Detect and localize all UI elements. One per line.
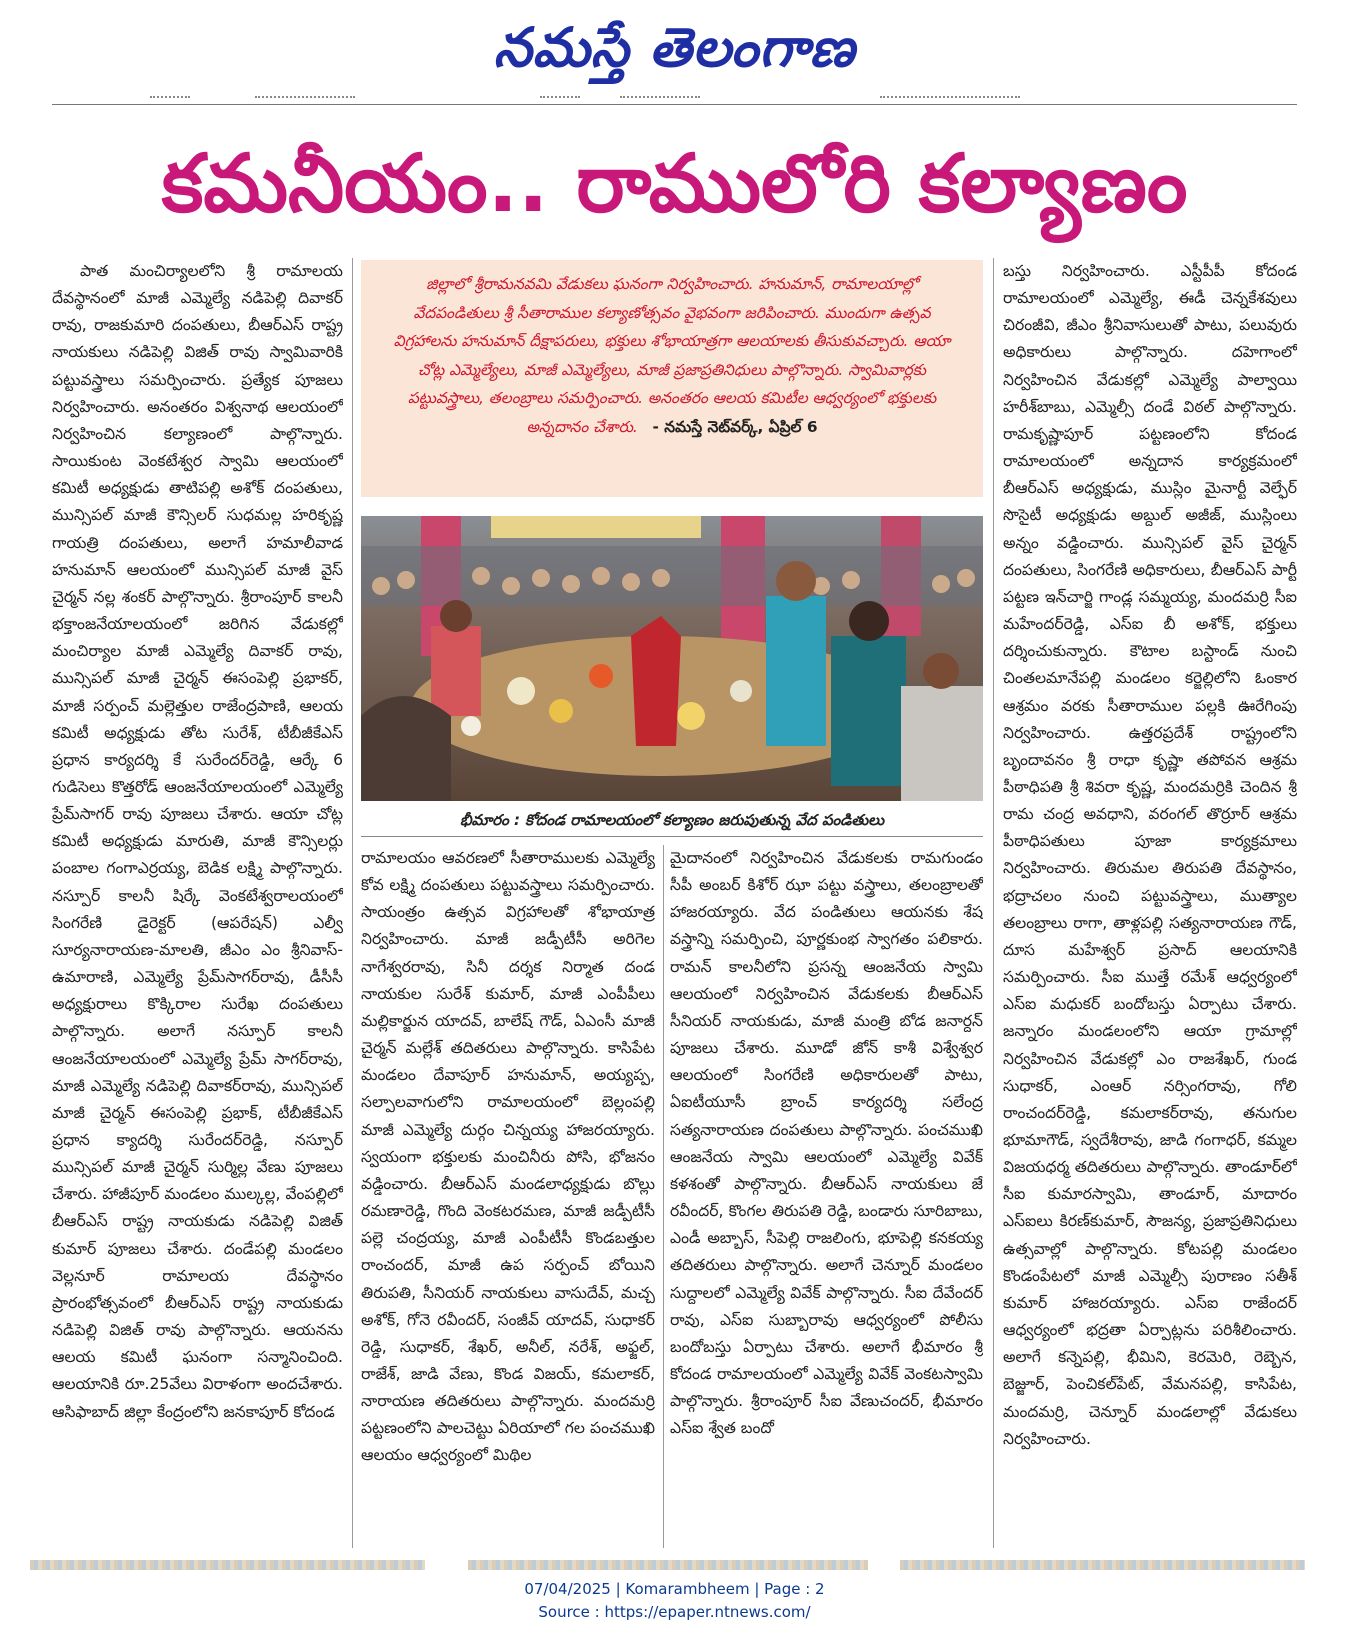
temple-ceremony-photo bbox=[361, 516, 983, 801]
caption-divider bbox=[361, 836, 983, 837]
article-headline bbox=[0, 126, 1349, 242]
adjacent-page-strip bbox=[30, 1560, 425, 1570]
adjacent-page-strip bbox=[468, 1560, 868, 1570]
highlight-body: జిల్లాలో శ్రీరామనవమి వేడుకలు ఘనంగా నిర్వహించారు. హనుమాన్, రామాలయాల్లో వేదపండితులు శ్రీ సీతారాముల కల్యాణోత్సవం వైభవంగా జరిపించారు. ముందుగా ఉత్సవ విగ్రహాలను హనుమాన్ దీక్షాపరులు, భక్తులు శోభాయాత్రగా ఆలయాలకు తీసుకువచ్చారు. ఆయా చోట్ల ఎమ్మెల్యేలు, మాజీ ఎమ్మెల్యేలు, మాజీ ప్రజాప్రతినిధులు పాల్గొన్నారు. స్వామివార్లకు పట్టువస్త్రాలు, తలంబ్రాలు సమర్పించారు. అనంతరం ఆలయ కమిటీల ఆధ్వర్యంలో భక్తులకు అన్నదానం చేశారు. bbox=[393, 275, 951, 436]
highlight-box bbox=[361, 260, 983, 497]
column-divider bbox=[993, 258, 994, 1548]
highlight-byline: - నమస్తే నెట్‌వర్క్, ఏప్రిల్ 6 bbox=[652, 417, 818, 436]
column-divider bbox=[663, 845, 664, 1548]
adjacent-page-strip bbox=[900, 1560, 1305, 1570]
column-divider bbox=[352, 258, 353, 1548]
column-4-text: బస్తు నిర్వహించారు. ఎస్టీపీపీ కోదండ రామాలయంలో ఎమ్మెల్యే, ఈడీ చెన్నకేశవులు చిరంజీవి, జీఎం శ్రీనివాసులుతో పాటు, పలువురు అధికారులు పాల్గొన్నారు. దహెగాంలో నిర్వహించిన వేడుకల్లో ఎమ్మెల్యే పాల్వాయి హరీశ్‌బాబు, ఎమ్మెల్సీ దండే విఠల్ పాల్గొన్నారు. రామకృష్ణాపూర్ పట్టణంలోని కోదండ రామాలయంలో అన్నదాన కార్యక్రమంలో బీఆర్‌ఎస్ అధ్యక్షుడు, ముస్లిం మైనార్టీ వెల్ఫేర్ సొసైటీ అధ్యక్షుడు అబ్దుల్ అజీజ్, ముస్లింలు అన్నం వడ్డించారు. మున్సిపల్ వైస్ చైర్మన్ దంపతులు, సింగరేణి అధికారులు, బీఆర్‌ఎస్ పార్టీ పట్టణ ఇన్‌చార్జి గాండ్ల సమ్మయ్య, మందమర్రి సీఐ మహేందర్‌రెడ్డి, ఎస్ఐ బీ అశోక్, భక్తులు దర్శించుకున్నారు. కౌటాల బస్టాండ్ నుంచి చింతలమానేపల్లి మండలం కర్జెల్లిలోని ఓంకార ఆశ్రమం వరకు సీతారాముల పల్లకి ఊరేగింపు నిర్వహించారు. ఉత్తరప్రదేశ్ రాష్ట్రంలోని బృందావనం శ్రీ రాధా కృష్ణా తపోవన ఆశ్రమ పీఠాధిపతి శ్రీ శివరా కృష్ణ, మందమర్రికి చెందిన శ్రీ రామ చంద్ర అవధాని, వరంగల్ తొర్రూర్ ఆశ్రమ పీఠాధిపతులు పూజా కార్యక్రమాలు నిర్వహించారు. తిరుమల తిరుపతి దేవస్థానం, భద్రాచలం నుంచి పట్టువస్త్రాలు, ముత్యాల తలంబ్రాలు రాగా, తాళ్లపల్లి సత్యనారాయణ గౌడ్, దూస మహేశ్వర్ ప్రసాద్ ఆలయానికి సమర్పించారు. సీఐ ముత్తే రమేశ్ ఆధ్వర్యంలో ఎస్ఐ మధుకర్ బందోబస్తు ఏర్పాటు చేశారు. జన్నారం మండలంలోని ఆయా గ్రామాల్లో నిర్వహించిన వేడుకల్లో ఎం రాజశేఖర్, గుండ సుధాకర్, ఎంఆర్ నర్సింగరావు, గోలి రాంచందర్‌రెడ్డి, కమలాకర్‌రావు, తనుగుల భూమాగౌడ్, స్వదేశీరావు, జాడి గంగాధర్, కమ్మల విజయధర్మ తదితరులు పాల్గొన్నారు. తాండూర్‌లో సీఐ కుమారస్వామి, తాండూర్, మాదారం ఎస్ఐలు కిరణ్‌కుమార్, సౌజన్య, ప్రజాప్రతినిధులు ఉత్సవాల్లో పాల్గొన్నారు. కోటపల్లి మండలం కొండంపేటలో మాజీ ఎమ్మెల్సీ పురాణం సతీశ్ కుమార్ హాజరయ్యారు. ఎస్ఐ రాజేందర్ ఆధ్వర్యంలో భద్రతా ఏర్పాట్లను పరిశీలించారు. అలాగే కన్నెపల్లి, భీమిని, కెరమెరి, రెబ్బెన, బెజ్జూర్, పెంచికల్‌పేట్, వేమనపల్లి, కాసిపేట, మందమర్రి, చెన్నూర్ మండలాల్లో వేడుకలు నిర్వహించారు. bbox=[1003, 262, 1297, 1448]
clipped-text-stub bbox=[880, 96, 1020, 104]
column-1-text: పాత మంచిర్యాలలోని శ్రీ రామాలయ దేవస్థానంలో మాజీ ఎమ్మెల్యే నడిపెల్లి దివాకర్ రావు, రాజకుమారి దంపతులు, బీఆర్‌ఎస్ రాష్ట్ర నాయకులు నడిపెల్లి విజిత్ రావు స్వామివారికి పట్టువస్త్రాలు సమర్పించారు. ప్రత్యేక పూజలు నిర్వహించారు. అనంతరం విశ్వనాథ ఆలయంలో నిర్వహించిన కల్యాణంలో పాల్గొన్నారు. సాయికుంట వెంకటేశ్వర స్వామి ఆలయంలో కమిటీ అధ్యక్షుడు తాటిపల్లి అశోక్ దంపతులు, మున్సిపల్ మాజీ కౌన్సిలర్ సుధమల్ల హరికృష్ణ గాయత్రి దంపతులు, అలాగే హమాలీవాడ హనుమాన్ ఆలయంలో మున్సిపల్ మాజీ వైస్ చైర్మన్ నల్ల శంకర్ పాల్గొన్నారు. శ్రీరాంపూర్ కాలనీ భక్తాంజనేయాలయంలో జరిగిన వేడుకల్లో మంచిర్యాల మాజీ ఎమ్మెల్యే దివాకర్ రావు, మున్సిపల్ మాజీ చైర్మన్ ఈసంపెల్లి ప్రభాకర్, మాజీ సర్పంచ్ మల్లెత్తుల రాజేంద్రపాణి, ఆలయ కమిటీ అధ్యక్షుడు తోట సురేశ్, టీబీజీకేఎస్ ప్రధాన కార్యదర్శి కే సురేందర్‌రెడ్డి, ఆర్కే 6 గుడిసెలు కొత్తరోడ్ ఆంజనేయాలయంలో ఎమ్మెల్యే ప్రేమ్‌సాగర్ రావు పూజలు చేశారు. ఆయా చోట్ల కమిటీ అధ్యక్షుడు మారుతి, మాజీ కౌన్సిలర్లు పంబాల గంగాఎర్రయ్య, బెడిక లక్ష్మి పాల్గొన్నారు. నస్పూర్ కాలనీ షిర్కే వెంకటేశ్వరాలయంలో సింగరేణి డైరెక్టర్ (ఆపరేషన్) ఎల్వీ సూర్యనారాయణ-మాలతి, జీఎం ఎం శ్రీనివాస్-ఉమారాణి, ఎమ్మెల్యే ప్రేమ్‌సాగర్‌రావు, డీసీసీ అధ్యక్షురాలు కొక్కిరాల సురేఖ దంపతులు పాల్గొన్నారు. అలాగే నస్పూర్ కాలనీ ఆంజనేయాలయంలో ఎమ్మెల్యే ప్రేమ్ సాగర్‌రావు, మాజీ ఎమ్మెల్యే నడిపెల్లి దివాకర్‌రావు, మున్సిపల్ మాజీ చైర్మన్ ఈసంపెల్లి ప్రభాక్, టీబీజీకేఎస్ ప్రధాన క్యాదర్శి సురేందర్‌రెడ్డి, నస్పూర్ మున్సిపల్ మాజీ చైర్మన్ సుర్మిల్ల వేణు పూజలు చేశారు. హాజీపూర్ మండలం ముల్కల్ల, వేంపల్లిలో బీఆర్‌ఎస్ రాష్ట్ర నాయకుడు నడిపెల్లి విజిత్ కుమార్ పూజలు చేశారు. దండేపల్లి మండలం వెల్లనూర్ రామాలయ దేవస్థానం ప్రారంభోత్సవంలో బీఆర్‌ఎస్ రాష్ట్ర నాయకుడు నడిపెల్లి విజిత్ రావు పాల్గొన్నారు. ఆయనను ఆలయ కమిటీ ఘనంగా సన్మానించింది. ఆలయానికి రూ.25వేలు విరాళంగా అందచేశారు. ఆసిఫాబాద్ జిల్లా కేంద్రంలోని జనకాపూర్ కోదండ bbox=[52, 262, 343, 1421]
photo-caption: భీమారం : కోదండ రామాలయంలో కల్యాణం జరుపుతున్న వేద పండితులు bbox=[459, 811, 885, 829]
headline-text: కమనీయం.. రాములోరి కల్యాణం bbox=[161, 137, 1188, 230]
masthead bbox=[0, 8, 1349, 88]
footer-date-line: 07/04/2025 | Komarambheem | Page : 2 bbox=[524, 1580, 825, 1598]
newspaper-logo: నమస్తే తెలంగాణ bbox=[493, 16, 856, 79]
clipped-text-stub bbox=[150, 96, 190, 104]
clipped-text-stub bbox=[255, 96, 355, 104]
article-column-2 bbox=[361, 845, 655, 1548]
article-column-4 bbox=[1003, 258, 1297, 1548]
top-divider bbox=[52, 104, 1297, 105]
highlight-text bbox=[383, 270, 961, 442]
column-2-text: రామాలయం ఆవరణలో సీతారాములకు ఎమ్మెల్యే కోవ లక్ష్మి దంపతులు పట్టువస్త్రాలు సమర్పించారు. సాయంత్రం ఉత్సవ విగ్రహాలతో శోభాయాత్ర నిర్వహించారు. మాజీ జడ్పీటీసీ అరిగెల నాగేశ్వరరావు, సినీ దర్శక నిర్మాత దండ నాయకుల సురేశ్ కుమార్, మాజీ ఎంపీపీలు మల్లికార్జున యాదవ్, బాలేష్ గౌడ్, ఏఎంసీ మాజీ చైర్మన్ మల్లేశ్ తదితరులు పాల్గొన్నారు. కాసిపేట మండలం దేవాపూర్ హనుమాన్, అయ్యప్ప, సల్పాలవాగులోని రామాలయంలో బెల్లంపల్లి మాజీ ఎమ్మెల్యే దుర్గం చిన్నయ్య హాజరయ్యారు. స్వయంగా భక్తులకు మంచినీరు పోసి, భోజనం వడ్డించారు. బీఆర్‌ఎస్ మండలాధ్యక్షుడు బొల్లు రమణారెడ్డి, గొంది వెంకటరమణ, మాజీ జడ్పీటీసీ పల్లె చంద్రయ్య, మాజీ ఎంపీటీసీ కొండబత్తుల రాంచందర్, మాజీ ఉప సర్పంచ్ బోయిని తిరుపతి, సీనియర్ నాయకులు వాసుదేవ్, మచ్చ అశోక్, గోనె రవీందర్, సంజీవ్ యాదవ్, సుధాకర్ రెడ్డి, సుధాకర్, శేఖర్, అనీల్, నరేశ్, అఫ్జల్, రాజేశ్, జాడి వేణు, కొండ విజయ్, కమలాకర్, నారాయణ తదితరులు పాల్గొన్నారు. మందమర్రి పట్టణంలోని పాలచెట్టు ఏరియాలో గల పంచముఖి ఆలయం ఆధ్వర్యంలో మిథిల bbox=[361, 849, 655, 1465]
clipped-text-stub bbox=[540, 96, 580, 104]
footer-source-line: Source : https://epaper.ntnews.com/ bbox=[538, 1603, 811, 1621]
article-column-1 bbox=[52, 258, 343, 1548]
news-photo bbox=[361, 516, 983, 801]
clipped-text-stub bbox=[620, 96, 700, 104]
column-3-text: మైదానంలో నిర్వహించిన వేడుకలకు రామగుండం సీపీ అంబర్ కిశోర్ ఝా పట్టు వస్త్రాలు, తలంబ్రాలతో హాజరయ్యారు. వేద పండితులు ఆయనకు శేష వస్త్రాన్ని సమర్పించి, పూర్ణకుంభ స్వాగతం పలికారు. రామన్ కాలనీలోని ప్రసన్న ఆంజనేయ స్వామి ఆలయంలో నిర్వహించిన వేడుకలకు బీఆర్‌ఎస్ సీనియర్ నాయకుడు, మాజీ మంత్రి బోడ జనార్దన్ పూజలు చేశారు. మూడో జోన్ కాశీ విశ్వేశ్వర ఆలయంలో సింగరేణి అధికారులతో పాటు, ఏఐటీయూసీ బ్రాంచ్ కార్యదర్శి సలేంద్ర సత్యనారాయణ దంపతులు పాల్గొన్నారు. పంచముఖి ఆంజనేయ స్వామి ఆలయంలో ఎమ్మెల్యే వివేక్ కళశంతో పాల్గొన్నారు. బీఆర్‌ఎస్ నాయకులు జే రవీందర్, కొంగల తిరుపతి రెడ్డి, బండారు సూరిబాబు, ఎండీ అబ్బాస్, సీపెల్లి రాజలింగు, భూపెల్లి కనకయ్య తదితరులు పాల్గొన్నారు. అలాగే చెన్నూర్ మండలం సుద్దాలలో ఎమ్మెల్యే వివేక్ పాల్గొన్నారు. సీఐ దేవేందర్ రావు, ఎస్ఐ సుబ్బారావు ఆధ్వర్యంలో పోలీసు బందోబస్తు ఏర్పాటు చేశారు. అలాగే భీమారం శ్రీ కోదండ రామాలయంలో ఎమ్మెల్యే వివేక్ వెంకటస్వామి పాల్గొన్నారు. శ్రీరాంపూర్ సీఐ వేణుచందర్, భీమారం ఎస్ఐ శ్వేత బందో bbox=[670, 849, 983, 1438]
article-column-3 bbox=[670, 845, 983, 1548]
